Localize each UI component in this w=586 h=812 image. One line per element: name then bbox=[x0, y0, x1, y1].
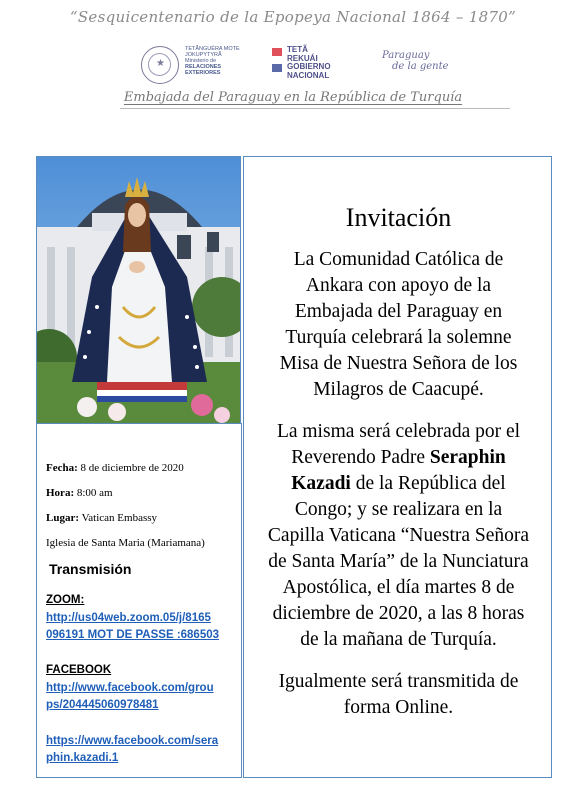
red-square-icon bbox=[272, 48, 282, 56]
facebook-group-link[interactable]: http://www.facebook.com/grou ps/204445060978481 bbox=[46, 682, 214, 711]
facebook-profile-link[interactable]: https://www.facebook.com/sera phin.kazadi.1 bbox=[46, 735, 219, 764]
hora-label: Hora: bbox=[46, 487, 75, 499]
hora-value: 8:00 am bbox=[76, 487, 113, 499]
slogan-logo: Paraguay de la gente bbox=[382, 50, 449, 72]
invitation-paragraph-1: La Comunidad Católica de Ankara con apoyo de la Embajada del Paraguay en Turquía celebrará la solemne Misa de Nuestra Señora de los Milagros de Caacupé. bbox=[279, 249, 518, 400]
lugar-label: Lugar: bbox=[46, 512, 79, 524]
lugar-line-2: Iglesia de Santa Maria (Mariamana) bbox=[46, 537, 205, 549]
ministry-logo-text: TETÃNGUÉRA MOTE JOKUPYTYRÃ Ministerio de RELACIONES EXTERIORES bbox=[185, 46, 240, 76]
lugar-value: Vatican Embassy bbox=[81, 512, 158, 524]
invitation-paragraph-3: Igualmente será transmitida de forma Online. bbox=[278, 671, 519, 718]
logo-bar bbox=[0, 46, 586, 86]
government-logo-text: TETÃ REKUÁI GOBIERNO NACIONAL bbox=[287, 45, 331, 80]
zoom-label: ZOOM: bbox=[46, 594, 85, 606]
facebook-label: FACEBOOK bbox=[46, 664, 112, 676]
fecha-label: Fecha: bbox=[46, 462, 78, 474]
header-motto: “Sesquicentenario de la Epopeya Nacional 1864 – 1870” bbox=[69, 8, 517, 26]
fecha-value: 8 de diciembre de 2020 bbox=[80, 462, 184, 474]
blue-square-icon bbox=[272, 64, 282, 72]
invitation-paragraph-2: La misma será celebrada por el Reverendo Padre Seraphin Kazadi de la República del Congo; y se realizara en la Capilla Vaticana “Nuestra Señora de Santa María” de la Nunciatura Apostólica, el día martes 8 de diciembre de 2020, a las 8 horas de la mañana de Turquía. bbox=[267, 421, 530, 650]
statue-illustration bbox=[37, 157, 241, 424]
header-divider bbox=[120, 108, 510, 109]
fecha-line bbox=[46, 462, 184, 474]
zoom-link[interactable]: http://us04web.zoom.05/j/8165 096191 MOT DE PASSE :686503 bbox=[46, 612, 220, 641]
embassy-title: Embajada del Paraguay en la República de Turquía bbox=[123, 90, 463, 105]
invitation-title: Invitación bbox=[345, 203, 452, 232]
hora-line bbox=[46, 487, 113, 499]
lugar-line bbox=[46, 512, 157, 524]
virgin-statue-image bbox=[36, 156, 241, 424]
priest-surname: Kazadi bbox=[291, 473, 351, 494]
seal-icon: ★ bbox=[141, 46, 179, 84]
event-details-box bbox=[36, 423, 242, 778]
invitation-box bbox=[243, 156, 552, 778]
transmision-heading: Transmisión bbox=[49, 561, 132, 577]
priest-name: Seraphin bbox=[429, 447, 506, 468]
